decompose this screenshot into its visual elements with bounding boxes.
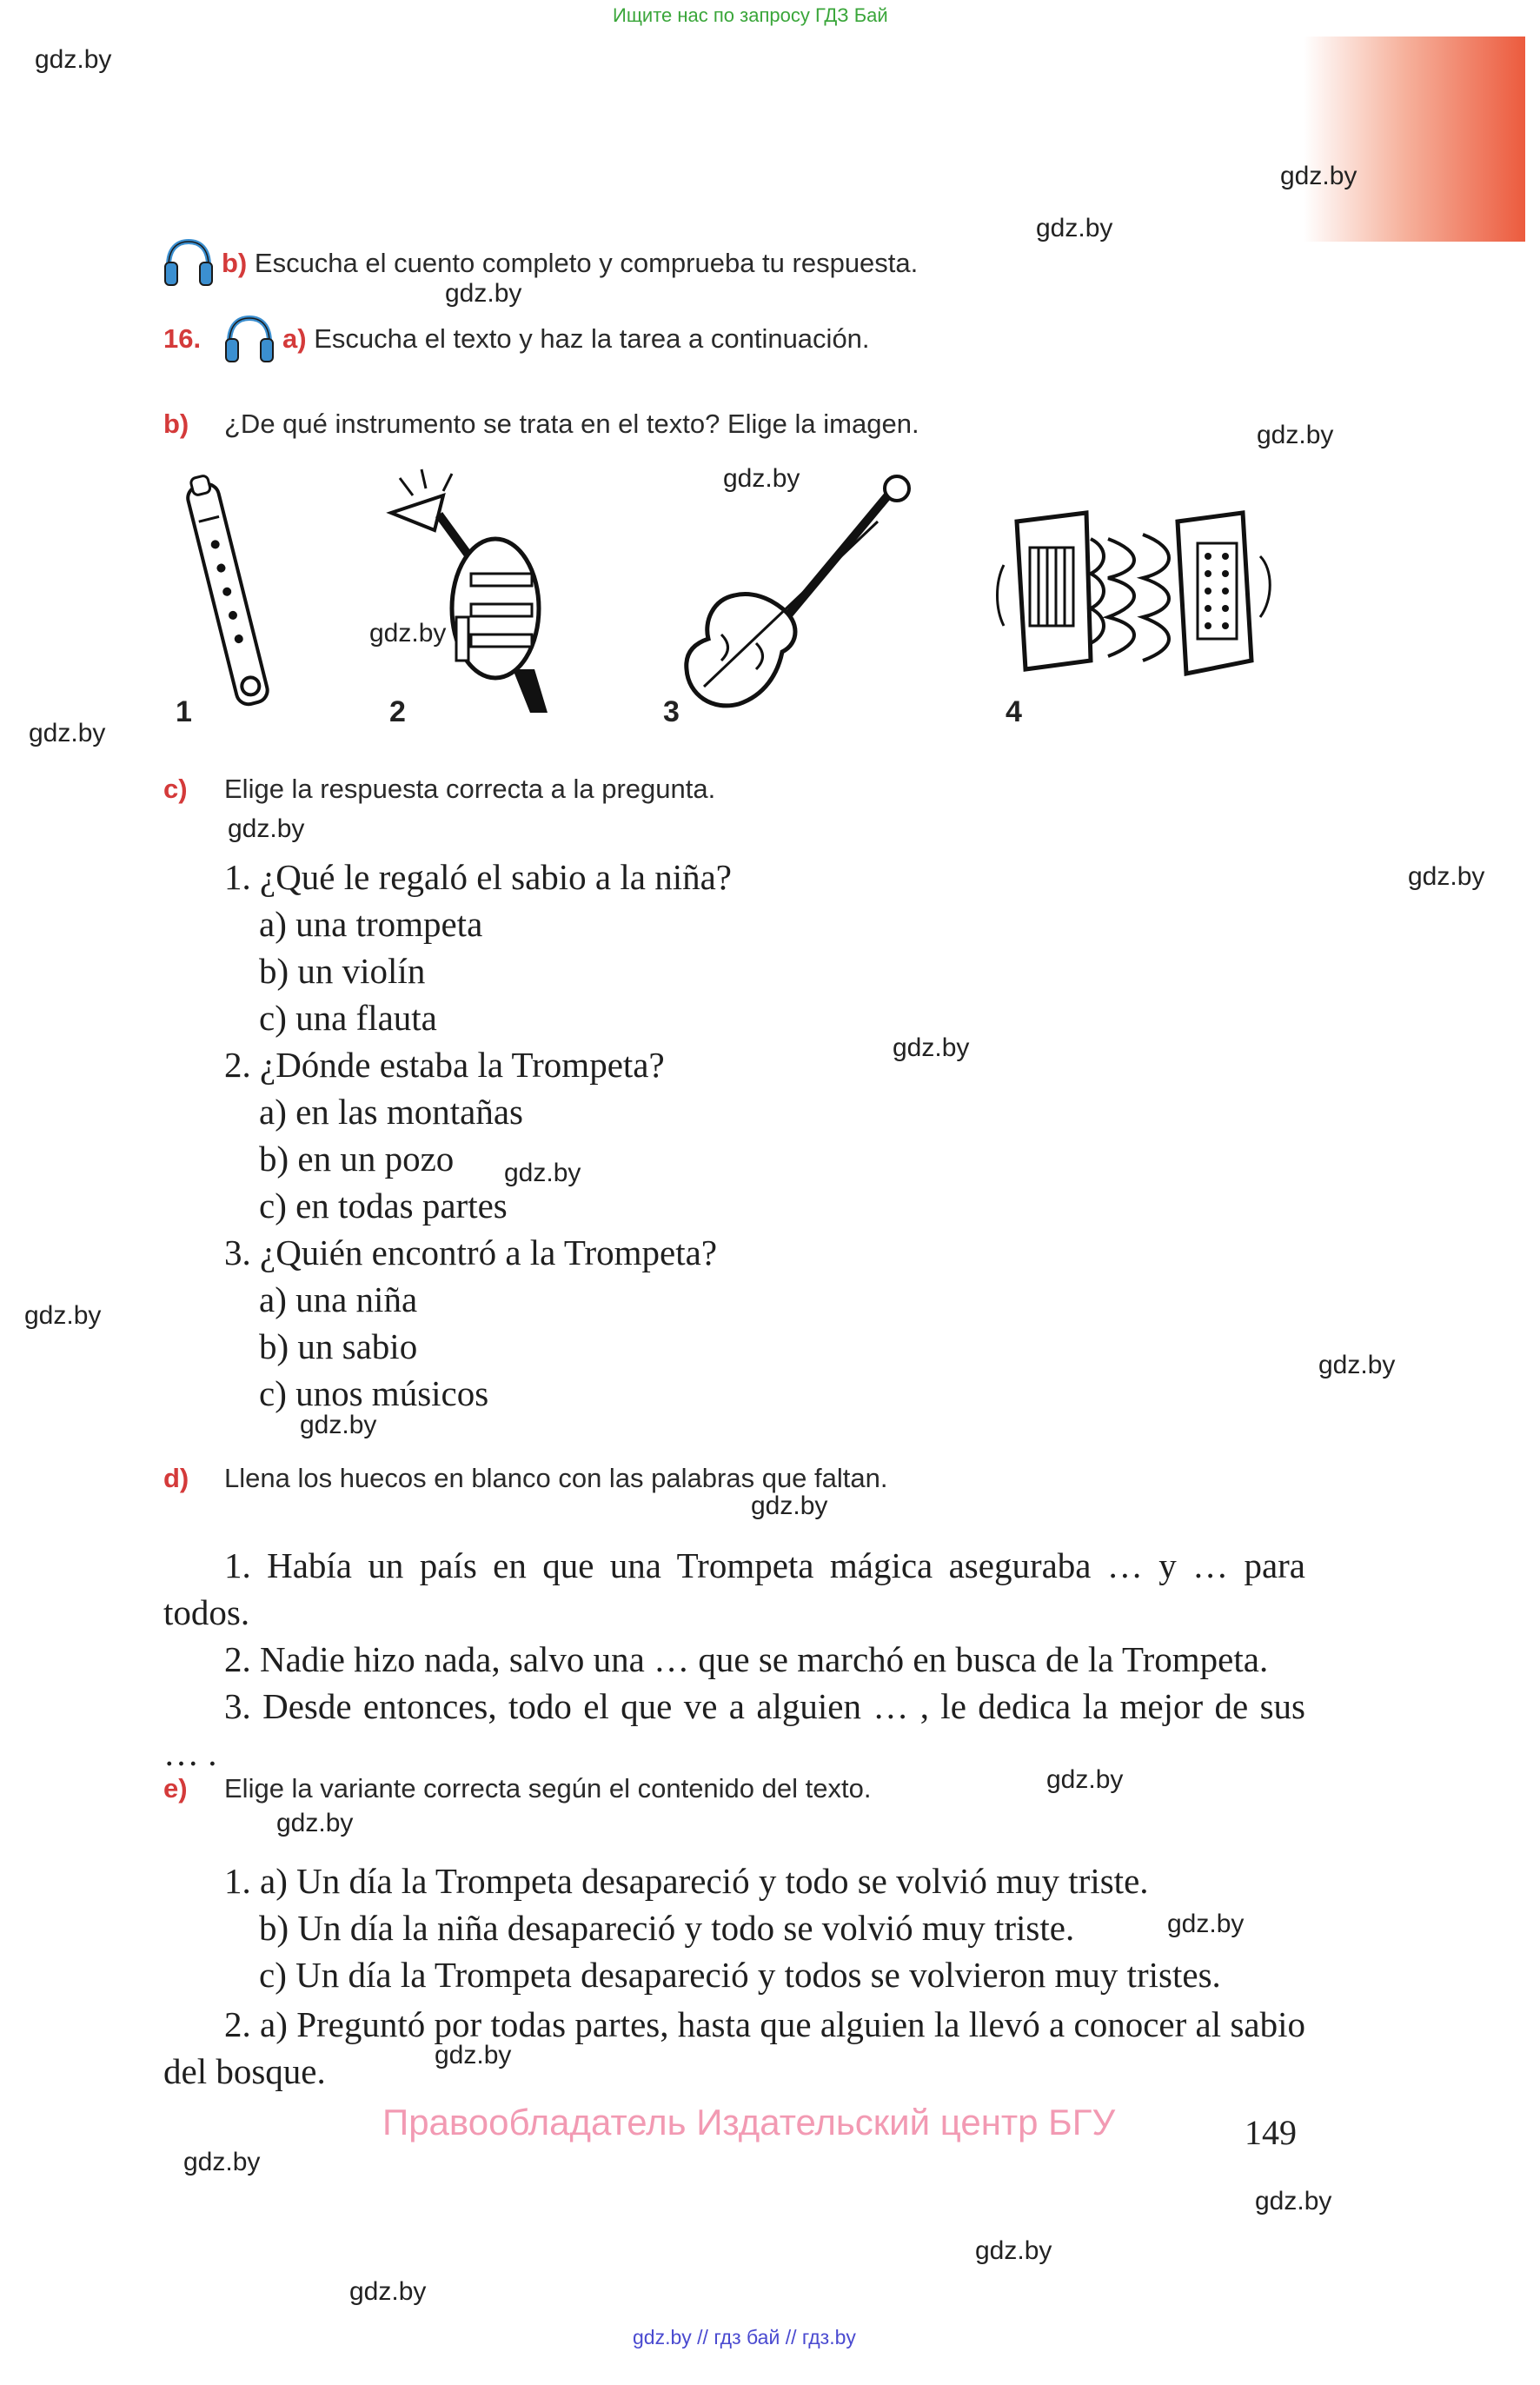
flute-icon[interactable] — [161, 465, 291, 721]
instruction-16e: Elige la variante correcta según el contenido del texto. — [224, 1773, 872, 1804]
question: 3. ¿Quién encontró a la Trompeta? — [224, 1232, 718, 1272]
answer-option[interactable]: b) un sabio — [259, 1326, 418, 1366]
accordion-icon[interactable] — [991, 487, 1304, 700]
answer-option[interactable]: a) una niña — [259, 1279, 418, 1319]
watermark: gdz.by — [369, 619, 447, 648]
fill-in-item: 2. Nadie hizo nada, salvo una … que se marchó en busca de la Trompeta. — [224, 1639, 1269, 1679]
item-letter: a) — [282, 323, 307, 354]
watermark: gdz.by — [183, 2148, 261, 2176]
instruction-16b: ¿De qué instrumento se trata en el texto? Elige la imagen. — [224, 409, 919, 439]
instruction-text: Escucha el cuento completo y comprueba tu respuesta. — [254, 248, 919, 278]
watermark: gdz.by — [975, 2236, 1052, 2265]
item-letter: d) — [163, 1463, 189, 1493]
watermark: gdz.by — [435, 2041, 512, 2069]
answer-option[interactable]: b) un violín — [259, 951, 426, 991]
image-label: 1 — [176, 695, 192, 728]
watermark: gdz.by — [1257, 421, 1334, 449]
watermark: gdz.by — [1318, 1351, 1396, 1379]
item-letter: b) — [163, 409, 189, 439]
watermark: gdz.by — [29, 719, 106, 747]
watermark: gdz.by — [24, 1301, 102, 1330]
headphones-icon[interactable] — [222, 313, 276, 365]
fill-in-item: 1. Había un país en que una Trompeta mágica aseguraba … y … para todos. — [163, 1545, 1305, 1632]
image-label: 2 — [389, 695, 406, 728]
watermark: gdz.by — [1167, 1910, 1245, 1938]
watermark: gdz.by — [1255, 2187, 1332, 2216]
answer-option[interactable]: c) una flauta — [259, 998, 437, 1038]
variant-option[interactable]: 1. a) Un día la Trompeta desapareció y todo se volvió muy triste. — [224, 1861, 1149, 1901]
watermark: gdz.by — [228, 814, 305, 843]
watermark: gdz.by — [1046, 1765, 1124, 1794]
answer-option[interactable]: c) en todas partes — [259, 1186, 508, 1226]
image-label: 3 — [663, 695, 680, 728]
instruction-16a — [282, 323, 870, 355]
question: 2. ¿Dónde estaba la Trompeta? — [224, 1045, 665, 1085]
answer-option[interactable]: c) unos músicos — [259, 1373, 489, 1413]
watermark: gdz.by — [35, 45, 112, 74]
watermark: gdz.by — [445, 279, 522, 308]
page-number: 149 — [1245, 2113, 1297, 2152]
answer-option[interactable]: b) en un pozo — [259, 1139, 455, 1179]
answer-option[interactable]: a) una trompeta — [259, 904, 483, 944]
bottom-links[interactable]: gdz.by // гдз бай // гдз.by — [633, 2326, 856, 2348]
headphones-icon[interactable] — [162, 236, 216, 289]
corner-tab — [1304, 37, 1525, 242]
exercise-number: 16. — [163, 323, 202, 354]
answer-option[interactable]: a) en las montañas — [259, 1092, 523, 1132]
violin-icon[interactable] — [669, 469, 913, 726]
instruction-16c: Elige la respuesta correcta a la pregunta. — [224, 774, 716, 804]
watermark: gdz.by — [751, 1491, 828, 1520]
watermark: gdz.by — [723, 464, 800, 493]
instruction-15b — [222, 248, 918, 279]
item-letter: b) — [222, 248, 248, 278]
instruction-16d: Llena los huecos en blanco con las palabras que faltan. — [224, 1463, 888, 1493]
watermark: gdz.by — [276, 1809, 354, 1837]
variant-option[interactable]: c) Un día la Trompeta desapareció y todos se volvieron muy tristes. — [259, 1955, 1221, 1995]
variant-option[interactable]: 2. a) Preguntó por todas partes, hasta que alguien la llevó a conocer al sabio del bosque. — [163, 2004, 1305, 2091]
watermark: gdz.by — [349, 2277, 427, 2306]
watermark: gdz.by — [893, 1033, 970, 1062]
trumpet-icon[interactable] — [374, 461, 582, 734]
instruction-text: Escucha el texto y haz la tarea a continuación. — [314, 323, 870, 354]
watermark: gdz.by — [300, 1411, 377, 1439]
top-banner: Ищите нас по запросу ГДЗ Бай — [613, 4, 888, 26]
item-letter: c) — [163, 774, 188, 804]
variant-option[interactable]: b) Un día la niña desapareció y todo se volvió muy triste. — [259, 1908, 1075, 1948]
copyright-notice: Правообладатель Издательский центр БГУ — [382, 2102, 1116, 2143]
watermark: gdz.by — [1408, 862, 1485, 891]
watermark: gdz.by — [1280, 162, 1357, 190]
question: 1. ¿Qué le regaló el sabio a la niña? — [224, 857, 732, 897]
image-label: 4 — [1006, 695, 1022, 728]
watermark: gdz.by — [1036, 214, 1113, 242]
fill-in-item: 3. Desde entonces, todo el que ve a alguien … , le dedica la mejor de sus … . — [163, 1686, 1305, 1773]
item-letter: e) — [163, 1773, 188, 1804]
watermark: gdz.by — [504, 1159, 581, 1187]
